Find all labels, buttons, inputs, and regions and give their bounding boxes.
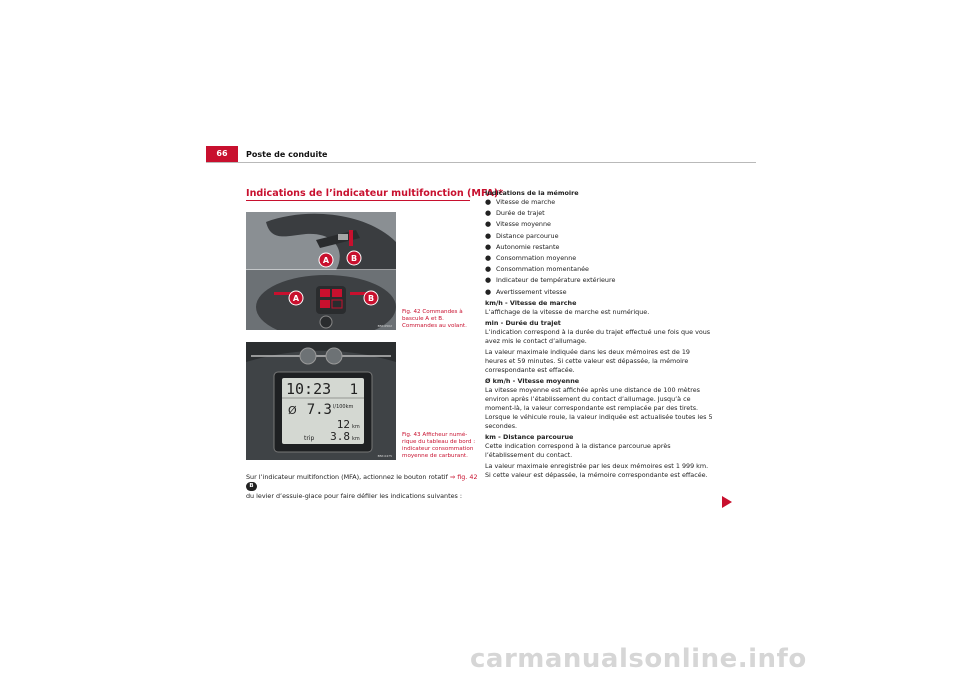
list-item: ● Indicateur de température extérieure bbox=[485, 276, 616, 285]
figure-43-dashboard-display bbox=[246, 342, 396, 460]
figure-43-caption-line: Fig. 43 Afficheur numé- bbox=[402, 432, 468, 438]
block-paragraph: La vitesse moyenne est affichée après une distance de 100 mètres environ après l’établissement du contact d’allumage. Jusqu’à ce moment-là, la valeur correspondante est remplacée par des tirets. Lorsque le véhicule roule, la valeur indiquée est actualisée toutes les 5 secondes. bbox=[485, 385, 713, 430]
continue-arrow-icon bbox=[722, 496, 732, 508]
list-item: ● Durée de trajet bbox=[485, 209, 545, 218]
callout-a-upper bbox=[319, 253, 333, 267]
block-paragraph: La valeur maximale indiquée dans les deux mémoires est de 19 heures et 59 minutes. Si cette valeur est dépassée, la mémoire correspondante est effacée. bbox=[485, 347, 690, 374]
display-trip-label: trip bbox=[304, 435, 315, 442]
figure-43-caption-line: moyenne de carburant. bbox=[402, 453, 468, 459]
header-rule bbox=[206, 162, 756, 163]
figure-42-ref-code: B5P-0502 bbox=[377, 324, 392, 328]
steering-controls-illustration bbox=[246, 212, 396, 330]
control-b-badge: B bbox=[246, 482, 257, 491]
dashboard-display-illustration bbox=[246, 342, 396, 460]
callout-a-lower bbox=[289, 291, 303, 305]
bullet-icon: ● bbox=[485, 253, 492, 262]
intro-paragraph bbox=[246, 473, 478, 501]
figure-42-caption-line: Commandes au volant. bbox=[402, 323, 467, 329]
svg-text:B: B bbox=[367, 294, 375, 303]
intro-text-after: du levier d’essuie-glace pour faire défiler les indications suivantes : bbox=[246, 491, 463, 500]
bullet-icon: ● bbox=[485, 242, 492, 251]
display-consumption: 7.3 bbox=[306, 402, 332, 418]
display-range-1: 12 bbox=[336, 418, 350, 431]
memory-heading: Indications de la mémoire bbox=[485, 189, 579, 197]
figure-42-caption-line: Fig. 42 Commandes à bbox=[402, 309, 463, 315]
block-paragraph: L’indication correspond à la durée du trajet effectué une fois que vous avez mis le contact d’allumage. bbox=[485, 327, 711, 345]
block-paragraph: L’affichage de la vitesse de marche est numérique. bbox=[485, 307, 650, 316]
bullet-icon: ● bbox=[485, 287, 492, 296]
list-item: ● Autonomie restante bbox=[485, 242, 560, 251]
intro-text-before: Sur l’indicateur multifonction (MFA), actionnez le bouton rotatif bbox=[246, 473, 450, 481]
list-item: ● Vitesse de marche bbox=[485, 198, 556, 206]
figure-42-caption bbox=[402, 309, 467, 330]
section-title-rule bbox=[246, 200, 470, 201]
list-item: ● Vitesse moyenne bbox=[485, 220, 551, 229]
fig-42-cross-reference[interactable]: ⇒ fig. 42 bbox=[449, 473, 478, 481]
block-paragraph: La valeur maximale enregistrée par les deux mémoires est 1 999 km. Si cette valeur est dépassée, la mémoire correspondante est effacée. bbox=[485, 461, 709, 479]
display-consumption-unit: l/100km bbox=[333, 404, 354, 410]
list-item: ● Distance parcourue bbox=[485, 231, 559, 240]
block-paragraph: Cette indication correspond à la distance parcourue après l’établissement du contact. bbox=[485, 441, 671, 459]
figure-42-steering-controls bbox=[246, 212, 396, 330]
watermark: carmanualsonline.info bbox=[470, 644, 807, 674]
callout-b-lower bbox=[364, 291, 378, 305]
figure-43-caption bbox=[402, 432, 475, 460]
bullet-icon: ● bbox=[485, 198, 492, 206]
list-item: ● Consommation momentanée bbox=[485, 265, 589, 274]
display-range-2-unit: km bbox=[352, 436, 360, 442]
svg-text:A: A bbox=[322, 256, 330, 265]
block-heading-average-speed: Ø km/h - Vitesse moyenne bbox=[485, 376, 580, 385]
list-item: ● Consommation moyenne bbox=[485, 253, 577, 262]
bullet-icon: ● bbox=[485, 231, 492, 240]
page-number: 66 bbox=[206, 146, 238, 162]
display-clock: 10:23 bbox=[286, 380, 332, 398]
bullet-icon: ● bbox=[485, 209, 492, 218]
callout-b-upper bbox=[347, 251, 361, 265]
figure-43-ref-code: B5P-0475 bbox=[377, 454, 392, 458]
bullet-icon: ● bbox=[485, 220, 492, 229]
figure-42-caption-line: bascule A et B. bbox=[402, 316, 444, 322]
bullet-icon: ● bbox=[485, 265, 492, 274]
memory-list bbox=[485, 198, 713, 297]
running-head: Poste de conduite bbox=[246, 150, 328, 159]
figure-43-caption-line: rique du tableau de bord : bbox=[402, 439, 476, 445]
svg-text:A: A bbox=[292, 294, 300, 303]
display-range-2: 3.8 bbox=[330, 430, 350, 443]
display-range-1-unit: km bbox=[352, 424, 360, 430]
section-title: Indications de l’indicateur multifonction (MFA)* bbox=[246, 188, 504, 199]
memory-indications-column bbox=[485, 189, 713, 482]
list-item: ● Avertissement vitesse bbox=[485, 287, 567, 296]
block-heading-duration: min - Durée du trajet bbox=[485, 318, 561, 327]
display-trip-number: 1 bbox=[349, 382, 358, 398]
display-average-symbol: Ø bbox=[288, 404, 297, 417]
bullet-icon: ● bbox=[485, 276, 492, 285]
block-heading-distance: km - Distance parcourue bbox=[485, 432, 574, 441]
figure-43-caption-line: indicateur consommation bbox=[402, 446, 474, 452]
block-heading-speed: km/h - Vitesse de marche bbox=[485, 298, 577, 307]
svg-text:B: B bbox=[350, 254, 358, 263]
